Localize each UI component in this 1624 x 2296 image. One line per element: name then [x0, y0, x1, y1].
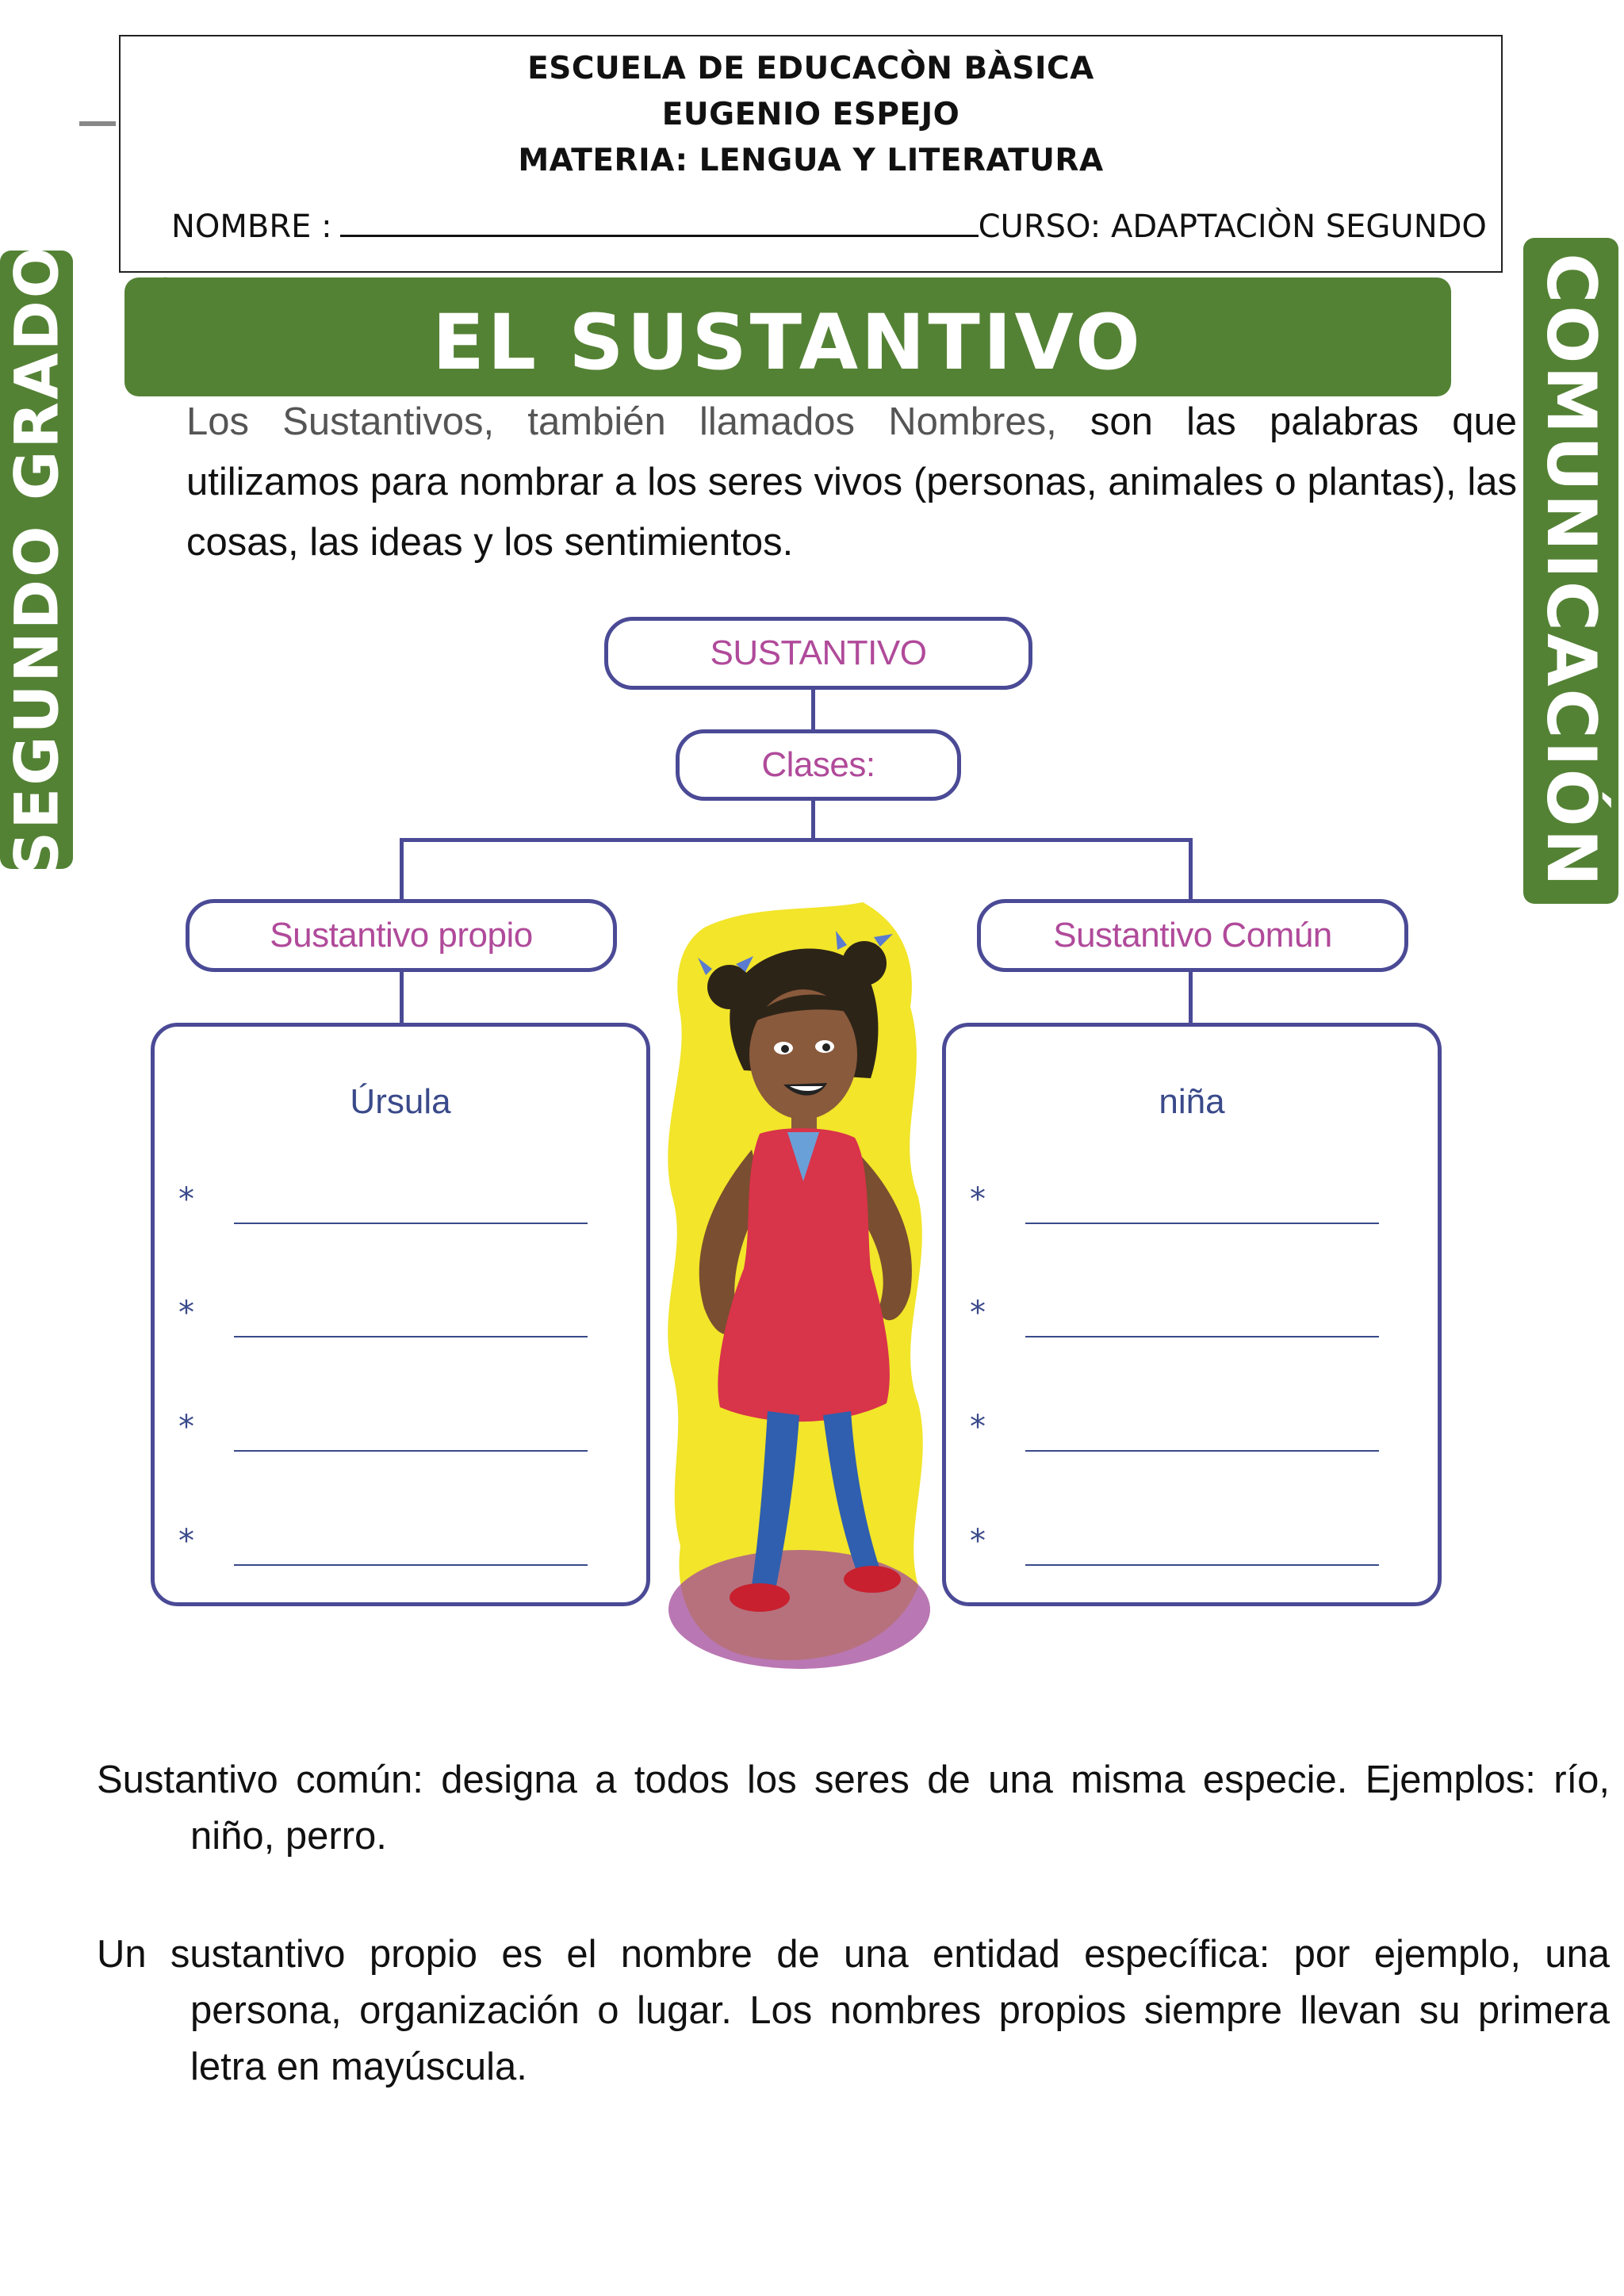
- school-subname: EUGENIO ESPEJO: [661, 97, 960, 132]
- connector-classes-branch: [811, 801, 815, 842]
- bullet-icon: *: [178, 1523, 194, 1559]
- connector-left-box: [400, 971, 404, 1024]
- girl-illustration-icon: [657, 896, 934, 1673]
- nombre-field[interactable]: [340, 203, 979, 237]
- nombre-label: NOMBRE :: [171, 209, 332, 245]
- common-noun-box: [942, 1023, 1442, 1606]
- proper-noun-example: Úrsula: [350, 1082, 451, 1121]
- title-banner: [124, 277, 1451, 396]
- proper-noun-box: [151, 1023, 650, 1606]
- student-info-row: [171, 203, 1487, 245]
- connector-horizontal: [400, 838, 1193, 842]
- connector-right-down: [1189, 838, 1193, 903]
- bullet-icon: *: [178, 1295, 194, 1331]
- subject-line: MATERIA: LENGUA Y LITERATURA: [518, 143, 1104, 178]
- decorative-dash: [79, 121, 116, 126]
- bullet-icon: *: [970, 1409, 986, 1445]
- answer-line[interactable]: [234, 1336, 588, 1337]
- answer-line[interactable]: [1025, 1223, 1379, 1224]
- node-sustantivo-comun: Sustantivo Común: [977, 899, 1408, 972]
- bullet-icon: *: [970, 1181, 986, 1218]
- answer-line[interactable]: [234, 1564, 588, 1566]
- answer-line[interactable]: [1025, 1450, 1379, 1452]
- answer-line[interactable]: [1025, 1336, 1379, 1337]
- bullet-icon: *: [970, 1295, 986, 1331]
- answer-line[interactable]: [234, 1450, 588, 1452]
- subject-side-label: COMUNICACIÓN: [1531, 253, 1611, 889]
- node-sustantivo: SUSTANTIVO: [604, 617, 1032, 690]
- intro-paragraph: [186, 392, 1517, 572]
- answer-line[interactable]: [1025, 1564, 1379, 1566]
- answer-line[interactable]: [234, 1223, 588, 1224]
- common-noun-example: niña: [1159, 1082, 1225, 1121]
- curso-label: CURSO: ADAPTACIÒN SEGUNDO: [978, 209, 1487, 245]
- subject-side-tab: [1523, 238, 1618, 904]
- grade-side-tab: [0, 244, 73, 875]
- connector-left-down: [400, 838, 404, 903]
- connector-root-classes: [811, 688, 815, 733]
- intro-part-2: son las palabras que utilizamos para nombrar a los seres vivos (personas, animales o plantas), las cosas, las ideas y los sentimientos.: [186, 400, 1517, 564]
- header-box: [119, 35, 1503, 273]
- common-noun-definition: Sustantivo común: designa a todos los seres de una misma especie. Ejemplos: río, niño, perro.: [97, 1758, 1610, 1858]
- connector-right-box: [1189, 971, 1193, 1024]
- bullet-icon: *: [178, 1181, 194, 1218]
- proper-noun-definition: Un sustantivo propio es el nombre de una entidad específica: por ejemplo, una persona, organización o lugar. Los nombres propios siempre llevan su primera letra en mayúscula.: [97, 1933, 1610, 2088]
- intro-part-1: Los Sustantivos, también llamados Nombres,: [186, 400, 1057, 443]
- node-clases: Clases:: [676, 729, 961, 801]
- node-sustantivo-propio: Sustantivo propio: [186, 899, 617, 972]
- grade-side-label: SEGUNDO GRADO: [1, 244, 72, 875]
- bullet-icon: *: [970, 1523, 986, 1559]
- school-name: ESCUELA DE EDUCACÒN BÀSICA: [527, 51, 1094, 86]
- page-title: EL SUSTANTIVO: [432, 298, 1143, 387]
- bullet-icon: *: [178, 1409, 194, 1445]
